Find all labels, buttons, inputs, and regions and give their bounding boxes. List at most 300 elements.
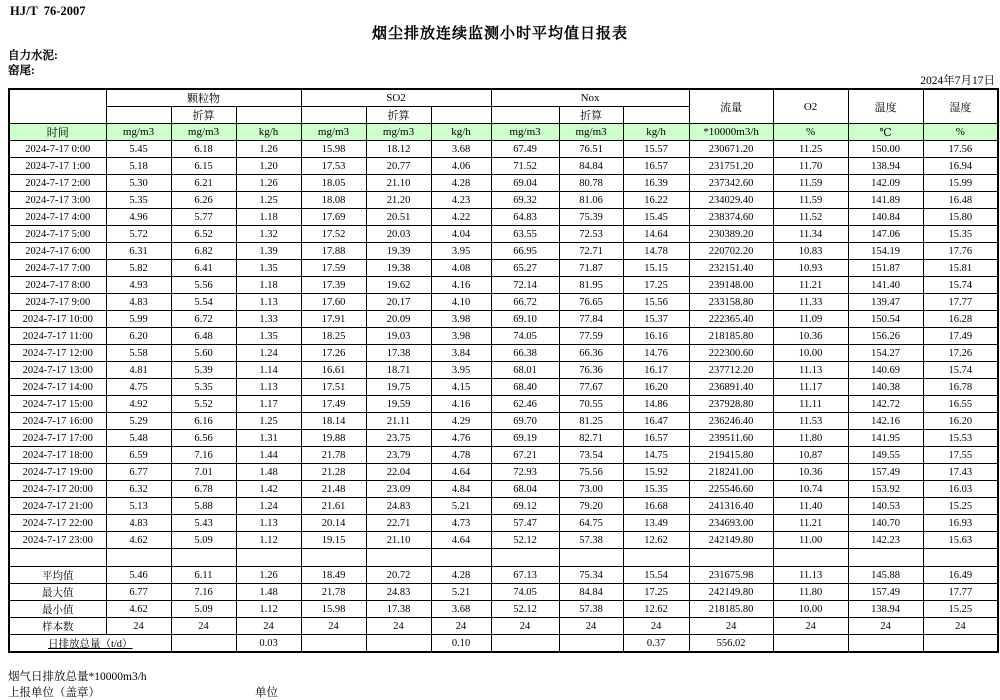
value-cell: 77.84 bbox=[559, 311, 623, 328]
value-cell: 20.77 bbox=[366, 158, 431, 175]
value-cell: 21.61 bbox=[301, 498, 366, 515]
value-cell: 237928.80 bbox=[689, 396, 773, 413]
value-cell: 220702.20 bbox=[689, 243, 773, 260]
value-cell: 16.57 bbox=[623, 158, 689, 175]
value-cell: 6.16 bbox=[171, 413, 236, 430]
subheader-cell bbox=[301, 107, 366, 124]
value-cell: 5.29 bbox=[106, 413, 171, 430]
value-cell: 6.18 bbox=[171, 141, 236, 158]
daily-total-label-cell: 日排放总量（t/d） bbox=[9, 635, 171, 653]
value-cell: 71.52 bbox=[491, 158, 559, 175]
value-cell: 76.36 bbox=[559, 362, 623, 379]
summary-value-cell: 242149.80 bbox=[689, 584, 773, 601]
value-cell: 140.69 bbox=[848, 362, 923, 379]
value-cell: 5.13 bbox=[106, 498, 171, 515]
value-cell: 16.94 bbox=[923, 158, 998, 175]
value-cell: 11.40 bbox=[773, 498, 848, 515]
value-cell: 3.98 bbox=[431, 311, 491, 328]
value-cell: 15.15 bbox=[623, 260, 689, 277]
value-cell: 147.06 bbox=[848, 226, 923, 243]
summary-value-cell: 5.46 bbox=[106, 567, 171, 584]
value-cell: 11.33 bbox=[773, 294, 848, 311]
value-cell: 11.70 bbox=[773, 158, 848, 175]
empty-cell bbox=[491, 549, 559, 567]
value-cell: 5.35 bbox=[106, 192, 171, 209]
empty-cell bbox=[848, 549, 923, 567]
value-cell: 15.74 bbox=[923, 362, 998, 379]
value-cell: 149.55 bbox=[848, 447, 923, 464]
value-cell: 68.40 bbox=[491, 379, 559, 396]
value-cell: 1.25 bbox=[236, 192, 301, 209]
value-cell: 64.75 bbox=[559, 515, 623, 532]
value-cell: 140.84 bbox=[848, 209, 923, 226]
time-cell: 2024-7-17 4:00 bbox=[9, 209, 106, 226]
value-cell: 57.47 bbox=[491, 515, 559, 532]
subheader-converted-nox: 折算 bbox=[559, 107, 623, 124]
value-cell: 234693.00 bbox=[689, 515, 773, 532]
value-cell: 6.59 bbox=[106, 447, 171, 464]
value-cell: 17.49 bbox=[923, 328, 998, 345]
empty-cell bbox=[773, 549, 848, 567]
value-cell: 15.98 bbox=[301, 141, 366, 158]
summary-value-cell: 7.16 bbox=[171, 584, 236, 601]
value-cell: 16.28 bbox=[923, 311, 998, 328]
value-cell: 218241.00 bbox=[689, 464, 773, 481]
value-cell: 4.28 bbox=[431, 175, 491, 192]
value-cell: 17.91 bbox=[301, 311, 366, 328]
value-cell: 11.59 bbox=[773, 192, 848, 209]
value-cell: 6.56 bbox=[171, 430, 236, 447]
value-cell: 23.79 bbox=[366, 447, 431, 464]
subheader-cell bbox=[106, 107, 171, 124]
table-row bbox=[9, 294, 998, 311]
time-cell: 2024-7-17 23:00 bbox=[9, 532, 106, 549]
value-cell: 66.72 bbox=[491, 294, 559, 311]
value-cell: 17.56 bbox=[923, 141, 998, 158]
value-cell: 5.18 bbox=[106, 158, 171, 175]
value-cell: 11.11 bbox=[773, 396, 848, 413]
value-cell: 17.25 bbox=[623, 277, 689, 294]
value-cell: 236891.40 bbox=[689, 379, 773, 396]
value-cell: 15.37 bbox=[623, 311, 689, 328]
value-cell: 69.19 bbox=[491, 430, 559, 447]
summary-value-cell: 3.68 bbox=[431, 601, 491, 618]
value-cell: 17.38 bbox=[366, 345, 431, 362]
value-cell: 10.93 bbox=[773, 260, 848, 277]
table-row bbox=[9, 209, 998, 226]
table-row bbox=[9, 481, 998, 498]
value-cell: 6.20 bbox=[106, 328, 171, 345]
value-cell: 1.31 bbox=[236, 430, 301, 447]
value-cell: 157.49 bbox=[848, 464, 923, 481]
group-header-so2: SO2 bbox=[301, 89, 491, 107]
value-cell: 1.24 bbox=[236, 345, 301, 362]
subheader-cell bbox=[236, 107, 301, 124]
summary-value-cell: 231675.98 bbox=[689, 567, 773, 584]
value-cell: 16.48 bbox=[923, 192, 998, 209]
value-cell: 65.27 bbox=[491, 260, 559, 277]
value-cell: 11.25 bbox=[773, 141, 848, 158]
value-cell: 138.94 bbox=[848, 158, 923, 175]
value-cell: 71.87 bbox=[559, 260, 623, 277]
location-label: 窑尾: bbox=[8, 65, 35, 77]
unit-header: mg/m3 bbox=[106, 124, 171, 141]
summary-value-cell: 11.80 bbox=[773, 584, 848, 601]
time-cell: 2024-7-17 2:00 bbox=[9, 175, 106, 192]
value-cell: 1.32 bbox=[236, 226, 301, 243]
value-cell: 18.25 bbox=[301, 328, 366, 345]
value-cell: 17.51 bbox=[301, 379, 366, 396]
value-cell: 16.22 bbox=[623, 192, 689, 209]
value-cell: 10.83 bbox=[773, 243, 848, 260]
value-cell: 4.92 bbox=[106, 396, 171, 413]
value-cell: 77.59 bbox=[559, 328, 623, 345]
value-cell: 15.57 bbox=[623, 141, 689, 158]
time-column-header: 时间 bbox=[9, 124, 106, 141]
summary-label-cell: 最大值 bbox=[9, 584, 106, 601]
value-cell: 75.39 bbox=[559, 209, 623, 226]
value-cell: 17.26 bbox=[301, 345, 366, 362]
value-cell: 18.12 bbox=[366, 141, 431, 158]
summary-label-cell: 最小值 bbox=[9, 601, 106, 618]
value-cell: 18.08 bbox=[301, 192, 366, 209]
value-cell: 5.54 bbox=[171, 294, 236, 311]
value-cell: 241316.40 bbox=[689, 498, 773, 515]
summary-value-cell: 15.98 bbox=[301, 601, 366, 618]
summary-value-cell: 24 bbox=[366, 618, 431, 635]
subheader-cell bbox=[491, 107, 559, 124]
value-cell: 11.34 bbox=[773, 226, 848, 243]
value-cell: 4.16 bbox=[431, 277, 491, 294]
empty-cell bbox=[559, 549, 623, 567]
value-cell: 19.03 bbox=[366, 328, 431, 345]
value-cell: 21.48 bbox=[301, 481, 366, 498]
column-header-flow: 流量 bbox=[689, 89, 773, 124]
value-cell: 6.21 bbox=[171, 175, 236, 192]
value-cell: 20.17 bbox=[366, 294, 431, 311]
corner-cell bbox=[9, 89, 106, 124]
value-cell: 11.52 bbox=[773, 209, 848, 226]
daily-total-value-cell: 0.03 bbox=[236, 635, 301, 653]
time-cell: 2024-7-17 6:00 bbox=[9, 243, 106, 260]
value-cell: 69.32 bbox=[491, 192, 559, 209]
table-row bbox=[9, 192, 998, 209]
table-row bbox=[9, 158, 998, 175]
value-cell: 6.77 bbox=[106, 464, 171, 481]
value-cell: 20.14 bbox=[301, 515, 366, 532]
summary-value-cell: 24 bbox=[491, 618, 559, 635]
value-cell: 139.47 bbox=[848, 294, 923, 311]
summary-value-cell: 24 bbox=[171, 618, 236, 635]
value-cell: 230389.20 bbox=[689, 226, 773, 243]
value-cell: 15.25 bbox=[923, 498, 998, 515]
value-cell: 15.92 bbox=[623, 464, 689, 481]
summary-value-cell: 84.84 bbox=[559, 584, 623, 601]
value-cell: 19.38 bbox=[366, 260, 431, 277]
value-cell: 222300.60 bbox=[689, 345, 773, 362]
value-cell: 4.10 bbox=[431, 294, 491, 311]
value-cell: 11.09 bbox=[773, 311, 848, 328]
value-cell: 1.26 bbox=[236, 175, 301, 192]
summary-row bbox=[9, 584, 998, 601]
value-cell: 5.99 bbox=[106, 311, 171, 328]
value-cell: 10.74 bbox=[773, 481, 848, 498]
value-cell: 6.15 bbox=[171, 158, 236, 175]
value-cell: 233158.80 bbox=[689, 294, 773, 311]
value-cell: 18.05 bbox=[301, 175, 366, 192]
unit-header: mg/m3 bbox=[366, 124, 431, 141]
empty-cell bbox=[171, 549, 236, 567]
summary-value-cell: 10.00 bbox=[773, 601, 848, 618]
value-cell: 66.95 bbox=[491, 243, 559, 260]
time-cell: 2024-7-17 5:00 bbox=[9, 226, 106, 243]
value-cell: 21.28 bbox=[301, 464, 366, 481]
value-cell: 52.12 bbox=[491, 532, 559, 549]
time-cell: 2024-7-17 0:00 bbox=[9, 141, 106, 158]
daily-total-value-cell bbox=[559, 635, 623, 653]
value-cell: 232151.40 bbox=[689, 260, 773, 277]
value-cell: 5.82 bbox=[106, 260, 171, 277]
value-cell: 16.57 bbox=[623, 430, 689, 447]
summary-value-cell: 24 bbox=[236, 618, 301, 635]
empty-cell bbox=[623, 549, 689, 567]
value-cell: 74.05 bbox=[491, 328, 559, 345]
summary-value-cell: 6.77 bbox=[106, 584, 171, 601]
value-cell: 77.67 bbox=[559, 379, 623, 396]
empty-cell bbox=[689, 549, 773, 567]
summary-value-cell: 15.25 bbox=[923, 601, 998, 618]
value-cell: 1.42 bbox=[236, 481, 301, 498]
time-cell: 2024-7-17 18:00 bbox=[9, 447, 106, 464]
time-cell: 2024-7-17 7:00 bbox=[9, 260, 106, 277]
value-cell: 14.75 bbox=[623, 447, 689, 464]
value-cell: 6.72 bbox=[171, 311, 236, 328]
daily-total-value-cell: 556.02 bbox=[689, 635, 773, 653]
value-cell: 68.04 bbox=[491, 481, 559, 498]
value-cell: 151.87 bbox=[848, 260, 923, 277]
value-cell: 5.52 bbox=[171, 396, 236, 413]
summary-value-cell: 24 bbox=[623, 618, 689, 635]
time-cell: 2024-7-17 12:00 bbox=[9, 345, 106, 362]
value-cell: 7.16 bbox=[171, 447, 236, 464]
value-cell: 11.80 bbox=[773, 430, 848, 447]
summary-value-cell: 1.12 bbox=[236, 601, 301, 618]
summary-value-cell: 16.49 bbox=[923, 567, 998, 584]
value-cell: 242149.80 bbox=[689, 532, 773, 549]
summary-value-cell: 17.38 bbox=[366, 601, 431, 618]
value-cell: 16.39 bbox=[623, 175, 689, 192]
value-cell: 1.18 bbox=[236, 277, 301, 294]
value-cell: 236246.40 bbox=[689, 413, 773, 430]
summary-label-cell: 样本数 bbox=[9, 618, 106, 635]
value-cell: 6.26 bbox=[171, 192, 236, 209]
table-row bbox=[9, 515, 998, 532]
table-row bbox=[9, 532, 998, 549]
value-cell: 4.29 bbox=[431, 413, 491, 430]
summary-value-cell: 52.12 bbox=[491, 601, 559, 618]
summary-value-cell: 6.11 bbox=[171, 567, 236, 584]
daily-total-value-cell bbox=[848, 635, 923, 653]
value-cell: 5.77 bbox=[171, 209, 236, 226]
value-cell: 16.03 bbox=[923, 481, 998, 498]
summary-value-cell: 24.83 bbox=[366, 584, 431, 601]
value-cell: 15.63 bbox=[923, 532, 998, 549]
value-cell: 20.51 bbox=[366, 209, 431, 226]
summary-value-cell: 17.25 bbox=[623, 584, 689, 601]
value-cell: 69.10 bbox=[491, 311, 559, 328]
value-cell: 23.09 bbox=[366, 481, 431, 498]
table-row bbox=[9, 175, 998, 192]
value-cell: 72.71 bbox=[559, 243, 623, 260]
table-row bbox=[9, 260, 998, 277]
value-cell: 75.56 bbox=[559, 464, 623, 481]
summary-value-cell: 12.62 bbox=[623, 601, 689, 618]
value-cell: 19.62 bbox=[366, 277, 431, 294]
summary-value-cell: 17.77 bbox=[923, 584, 998, 601]
daily-total-value-cell bbox=[171, 635, 236, 653]
value-cell: 21.78 bbox=[301, 447, 366, 464]
column-header-temperature: 温度 bbox=[848, 89, 923, 124]
value-cell: 19.59 bbox=[366, 396, 431, 413]
value-cell: 4.23 bbox=[431, 192, 491, 209]
value-cell: 3.98 bbox=[431, 328, 491, 345]
value-cell: 5.21 bbox=[431, 498, 491, 515]
daily-total-value-cell bbox=[923, 635, 998, 653]
value-cell: 18.71 bbox=[366, 362, 431, 379]
value-cell: 3.84 bbox=[431, 345, 491, 362]
value-cell: 4.64 bbox=[431, 532, 491, 549]
standard-number: HJ/T 76-2007 bbox=[10, 4, 86, 18]
company-label: 自力水泥: bbox=[8, 50, 58, 62]
value-cell: 19.15 bbox=[301, 532, 366, 549]
value-cell: 11.17 bbox=[773, 379, 848, 396]
summary-value-cell: 21.78 bbox=[301, 584, 366, 601]
value-cell: 1.33 bbox=[236, 311, 301, 328]
empty-cell bbox=[9, 549, 106, 567]
value-cell: 154.19 bbox=[848, 243, 923, 260]
table-row bbox=[9, 464, 998, 481]
value-cell: 20.09 bbox=[366, 311, 431, 328]
value-cell: 11.00 bbox=[773, 532, 848, 549]
summary-value-cell: 1.48 bbox=[236, 584, 301, 601]
table-row bbox=[9, 379, 998, 396]
value-cell: 5.35 bbox=[171, 379, 236, 396]
value-cell: 21.11 bbox=[366, 413, 431, 430]
unit-header: mg/m3 bbox=[559, 124, 623, 141]
value-cell: 21.10 bbox=[366, 532, 431, 549]
value-cell: 4.64 bbox=[431, 464, 491, 481]
value-cell: 11.13 bbox=[773, 362, 848, 379]
value-cell: 6.41 bbox=[171, 260, 236, 277]
value-cell: 19.75 bbox=[366, 379, 431, 396]
unit-header: kg/h bbox=[623, 124, 689, 141]
value-cell: 5.60 bbox=[171, 345, 236, 362]
value-cell: 5.09 bbox=[171, 532, 236, 549]
value-cell: 4.96 bbox=[106, 209, 171, 226]
summary-value-cell: 24 bbox=[923, 618, 998, 635]
time-cell: 2024-7-17 15:00 bbox=[9, 396, 106, 413]
table-row bbox=[9, 277, 998, 294]
value-cell: 1.25 bbox=[236, 413, 301, 430]
value-cell: 16.93 bbox=[923, 515, 998, 532]
value-cell: 81.95 bbox=[559, 277, 623, 294]
unit-label: 单位 bbox=[255, 687, 278, 699]
value-cell: 11.21 bbox=[773, 515, 848, 532]
value-cell: 17.69 bbox=[301, 209, 366, 226]
value-cell: 5.43 bbox=[171, 515, 236, 532]
value-cell: 66.38 bbox=[491, 345, 559, 362]
value-cell: 4.62 bbox=[106, 532, 171, 549]
value-cell: 67.21 bbox=[491, 447, 559, 464]
value-cell: 17.59 bbox=[301, 260, 366, 277]
empty-cell bbox=[366, 549, 431, 567]
value-cell: 66.36 bbox=[559, 345, 623, 362]
value-cell: 10.36 bbox=[773, 328, 848, 345]
summary-label-cell: 平均值 bbox=[9, 567, 106, 584]
value-cell: 4.81 bbox=[106, 362, 171, 379]
report-table bbox=[8, 88, 999, 653]
value-cell: 3.68 bbox=[431, 141, 491, 158]
value-cell: 219415.80 bbox=[689, 447, 773, 464]
table-row bbox=[9, 243, 998, 260]
value-cell: 82.71 bbox=[559, 430, 623, 447]
subheader-converted-so2: 折算 bbox=[366, 107, 431, 124]
unit-header-humidity: % bbox=[923, 124, 998, 141]
value-cell: 5.48 bbox=[106, 430, 171, 447]
value-cell: 238374.60 bbox=[689, 209, 773, 226]
value-cell: 63.55 bbox=[491, 226, 559, 243]
value-cell: 237712.20 bbox=[689, 362, 773, 379]
value-cell: 17.76 bbox=[923, 243, 998, 260]
unit-header-o2: % bbox=[773, 124, 848, 141]
time-cell: 2024-7-17 9:00 bbox=[9, 294, 106, 311]
value-cell: 4.93 bbox=[106, 277, 171, 294]
summary-value-cell: 74.05 bbox=[491, 584, 559, 601]
value-cell: 142.23 bbox=[848, 532, 923, 549]
summary-value-cell: 67.13 bbox=[491, 567, 559, 584]
value-cell: 73.54 bbox=[559, 447, 623, 464]
summary-value-cell: 24 bbox=[689, 618, 773, 635]
value-cell: 239148.00 bbox=[689, 277, 773, 294]
summary-value-cell: 24 bbox=[301, 618, 366, 635]
value-cell: 1.48 bbox=[236, 464, 301, 481]
value-cell: 21.10 bbox=[366, 175, 431, 192]
unit-header: mg/m3 bbox=[491, 124, 559, 141]
summary-value-cell: 75.34 bbox=[559, 567, 623, 584]
header-row-groups bbox=[9, 89, 998, 107]
value-cell: 17.26 bbox=[923, 345, 998, 362]
summary-value-cell: 24 bbox=[559, 618, 623, 635]
value-cell: 4.16 bbox=[431, 396, 491, 413]
value-cell: 13.49 bbox=[623, 515, 689, 532]
value-cell: 4.84 bbox=[431, 481, 491, 498]
table-row bbox=[9, 226, 998, 243]
value-cell: 21.20 bbox=[366, 192, 431, 209]
value-cell: 76.65 bbox=[559, 294, 623, 311]
value-cell: 1.44 bbox=[236, 447, 301, 464]
summary-value-cell: 57.38 bbox=[559, 601, 623, 618]
value-cell: 16.78 bbox=[923, 379, 998, 396]
value-cell: 4.22 bbox=[431, 209, 491, 226]
unit-header: mg/m3 bbox=[301, 124, 366, 141]
value-cell: 81.25 bbox=[559, 413, 623, 430]
value-cell: 5.88 bbox=[171, 498, 236, 515]
table-row bbox=[9, 141, 998, 158]
value-cell: 4.06 bbox=[431, 158, 491, 175]
value-cell: 15.99 bbox=[923, 175, 998, 192]
value-cell: 16.20 bbox=[623, 379, 689, 396]
value-cell: 16.61 bbox=[301, 362, 366, 379]
